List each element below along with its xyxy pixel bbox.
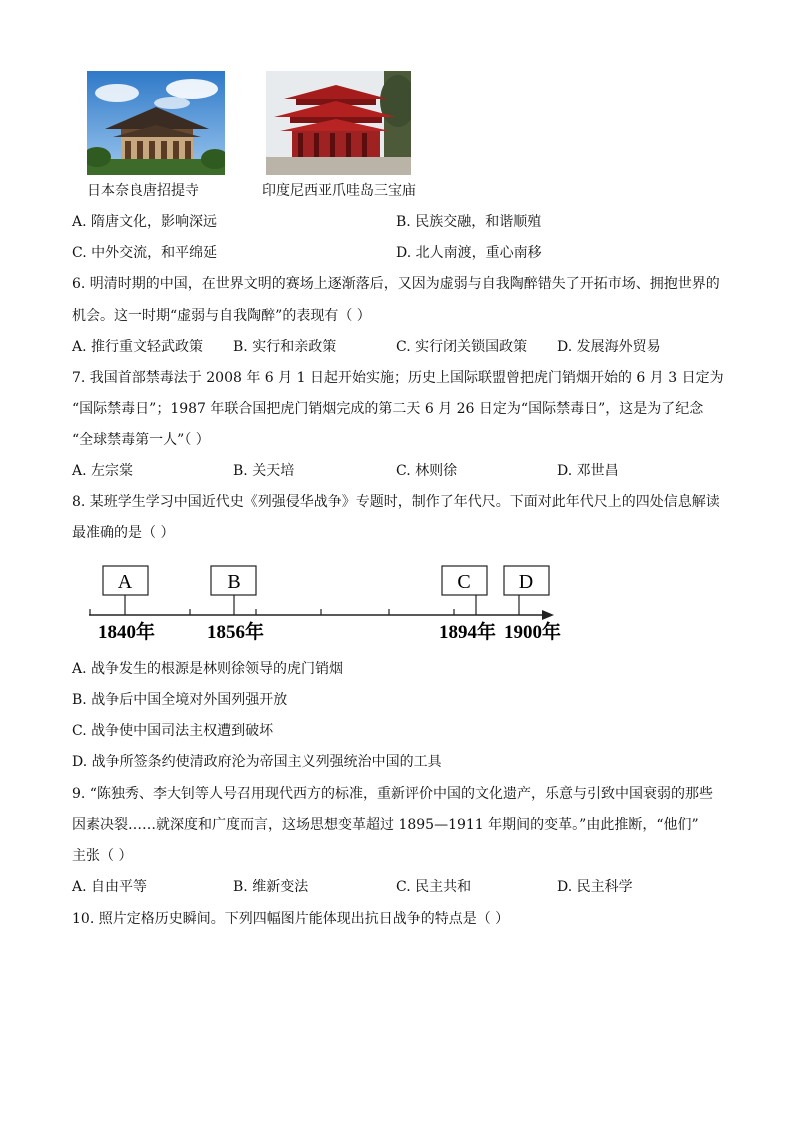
timeline-year-1900: 1900年 — [504, 622, 562, 643]
timeline-ruler — [86, 560, 566, 650]
q6-stem-line2: 机会。这一时期“虚弱与自我陶醉”的表现有（ ） — [72, 308, 371, 324]
q7-option-a: A. 左宗棠 — [72, 463, 134, 479]
q7-stem-line2: “国际禁毒日”；1987 年联合国把虎门销烟完成的第二天 6 月 26 日定为“国际禁毒日”，这是为了纪念 — [72, 401, 704, 417]
timeline-label-b: B — [227, 571, 241, 593]
timeline-label-a: A — [117, 571, 133, 593]
q6-stem-line1: 6. 明清时期的中国，在世界文明的赛场上逐渐落后，又因为虚弱与自我陶醉错失了开拓市场、拥抱世界的 — [72, 276, 720, 292]
q6-option-b: B. 实行和亲政策 — [233, 339, 337, 355]
q7-option-d: D. 邓世昌 — [557, 463, 619, 479]
q6-option-a: A. 推行重文轻武政策 — [72, 339, 204, 355]
timeline-year-1856: 1856年 — [207, 622, 265, 643]
q5-option-a: A. 隋唐文化，影响深远 — [72, 214, 218, 230]
q9-option-b: B. 维新变法 — [233, 879, 309, 895]
timeline-year-1840: 1840年 — [98, 622, 156, 643]
q5-option-c: C. 中外交流，和平绵延 — [72, 245, 218, 261]
q7-stem-line3: “全球禁毒第一人”（ ） — [72, 432, 210, 448]
q10-stem-line1: 10. 照片定格历史瞬间。下列四幅图片能体现出抗日战争的特点是（ ） — [72, 911, 510, 927]
q7-option-c: C. 林则徐 — [396, 463, 458, 479]
q9-option-a: A. 自由平等 — [72, 879, 148, 895]
q9-stem-line2: 因素决裂……就深度和广度而言，这场思想变革超过 1895—1911 年期间的变革。”由此推断，“他们” — [72, 817, 699, 833]
q7-option-b: B. 关天培 — [233, 463, 295, 479]
q9-option-d: D. 民主科学 — [557, 879, 633, 895]
q7-stem-line1: 7. 我国首部禁毒法于 2008 年 6 月 1 日起开始实施；历史上国际联盟曾把虎门销烟开始的 6 月 3 日定为 — [72, 370, 724, 386]
q8-option-a: A. 战争发生的根源是林则徐领导的虎门销烟 — [72, 661, 344, 677]
right-photo-caption: 印度尼西亚爪哇岛三宝庙 — [262, 183, 416, 199]
photo-toshodaiji-temple — [87, 71, 225, 175]
photo-sampoong-temple — [266, 71, 411, 175]
q8-option-c: C. 战争使中国司法主权遭到破坏 — [72, 723, 274, 739]
toshodaiji-temple-picture — [87, 71, 225, 175]
q9-stem-line3: 主张（ ） — [72, 848, 133, 864]
q6-option-d: D. 发展海外贸易 — [557, 339, 661, 355]
timeline-year-1894: 1894年 — [439, 622, 497, 643]
q5-option-b: B. 民族交融，和谐顺殖 — [396, 214, 542, 230]
q8-option-b: B. 战争后中国全境对外国列强开放 — [72, 692, 288, 708]
q8-option-d: D. 战争所签条约使清政府沦为帝国主义列强统治中国的工具 — [72, 754, 442, 770]
left-photo-caption: 日本奈良唐招提寺 — [87, 183, 199, 199]
q5-option-d: D. 北人南渡，重心南移 — [396, 245, 542, 261]
q6-option-c: C. 实行闭关锁国政策 — [396, 339, 528, 355]
timeline-label-c: C — [457, 571, 471, 593]
q9-option-c: C. 民主共和 — [396, 879, 472, 895]
q9-stem-line1: 9. “陈独秀、李大钊等人号召用现代西方的标准，重新评价中国的文化遗产，乐意与引致中国衰弱的那些 — [72, 786, 713, 802]
timeline-arrow-icon — [542, 610, 554, 620]
q8-stem-line1: 8. 某班学生学习中国近代史《列强侵华战争》专题时，制作了年代尺。下面对此年代尺上的四处信息解读 — [72, 494, 720, 510]
sampoong-temple-picture — [266, 71, 411, 175]
timeline-label-d: D — [518, 571, 534, 593]
q8-stem-line2: 最准确的是（ ） — [72, 525, 175, 541]
